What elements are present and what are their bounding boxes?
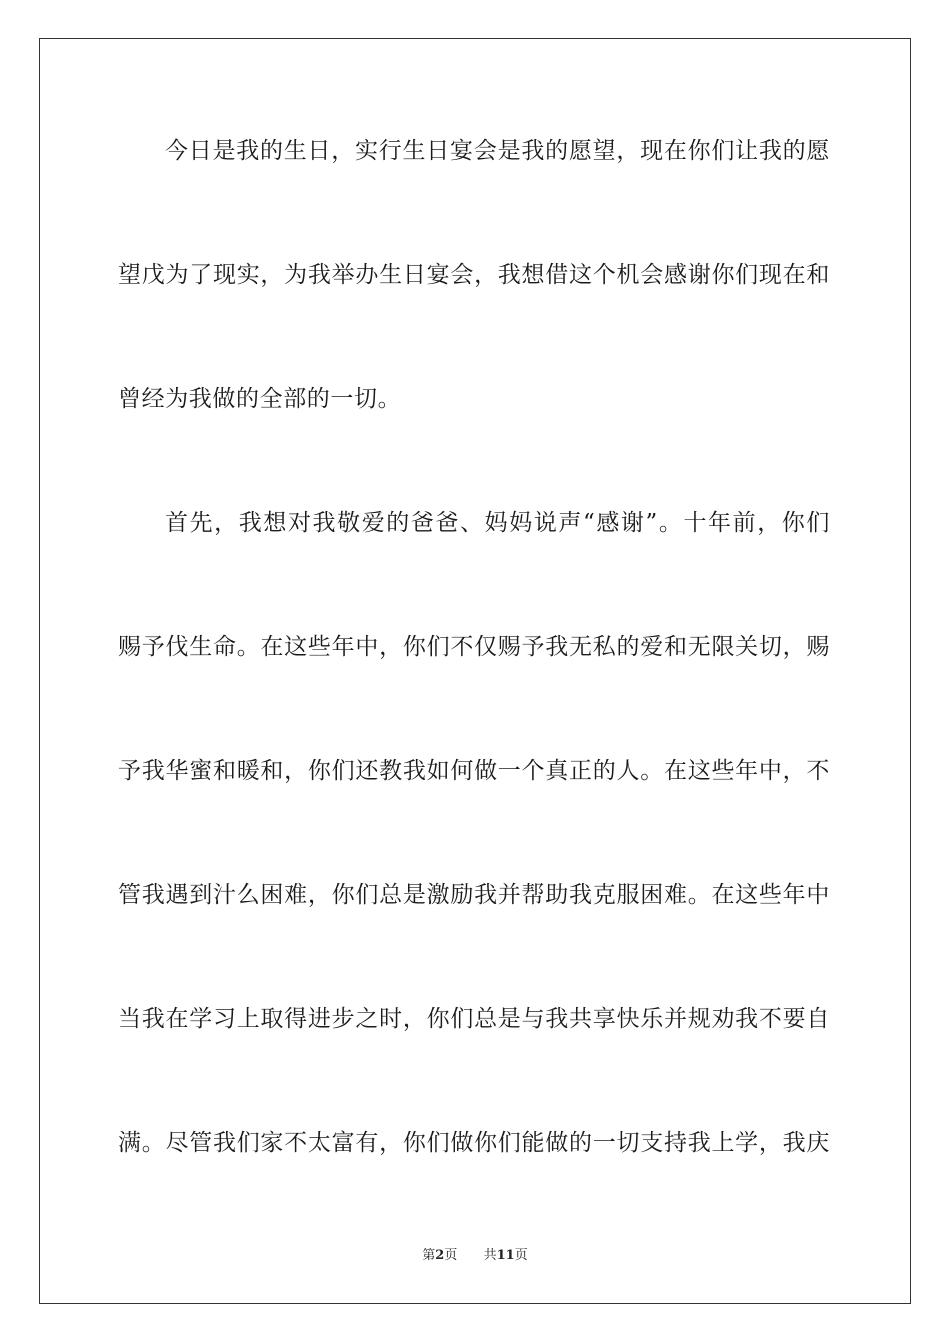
paragraph-2-line-4: 管我遇到汁么困难，你们总是激励我并帮助我克服困难。在这些年中 — [118, 882, 830, 908]
page-border — [39, 38, 911, 1304]
paragraph-1-line-1: 今日是我的生日，实行生日宴会是我的愿望，现在你们让我的愿 — [165, 138, 830, 164]
paragraph-2-line-3: 予我华蜜和暖和，你们还教我如何做一个真正的人。在这些年中，不 — [118, 758, 830, 784]
total-pages-label — [484, 1247, 528, 1265]
paragraph-2-line-6: 满。尽管我们家不太富有，你们做你们能做的一切支持我上学，我庆 — [118, 1130, 830, 1156]
total-pages: 11 — [496, 1248, 515, 1263]
paragraph-1-line-2: 望戊为了现实，为我举办生日宴会，我想借这个机会感谢你们现在和 — [118, 262, 830, 288]
page-footer — [0, 1247, 950, 1265]
page-number: 2 — [435, 1248, 445, 1263]
paragraph-1-line-3: 曾经为我做的全部的一切。 — [118, 386, 402, 412]
page-number-label — [422, 1247, 457, 1265]
page-prefix: 第 — [422, 1248, 436, 1263]
total-prefix: 共 — [483, 1248, 497, 1263]
paragraph-2-line-5: 当我在学习上取得进步之时，你们总是与我共享快乐并规劝我不要自 — [118, 1006, 830, 1032]
total-suffix: 页 — [514, 1248, 528, 1263]
paragraph-2-line-1: 首先，我想对我敬爱的爸爸、妈妈说声“感谢”。十年前，你们 — [165, 510, 830, 536]
paragraph-2-line-2: 赐予伐生命。在这些年中，你们不仅赐予我无私的爱和无限关切，赐 — [118, 634, 830, 660]
page-suffix: 页 — [444, 1248, 458, 1263]
